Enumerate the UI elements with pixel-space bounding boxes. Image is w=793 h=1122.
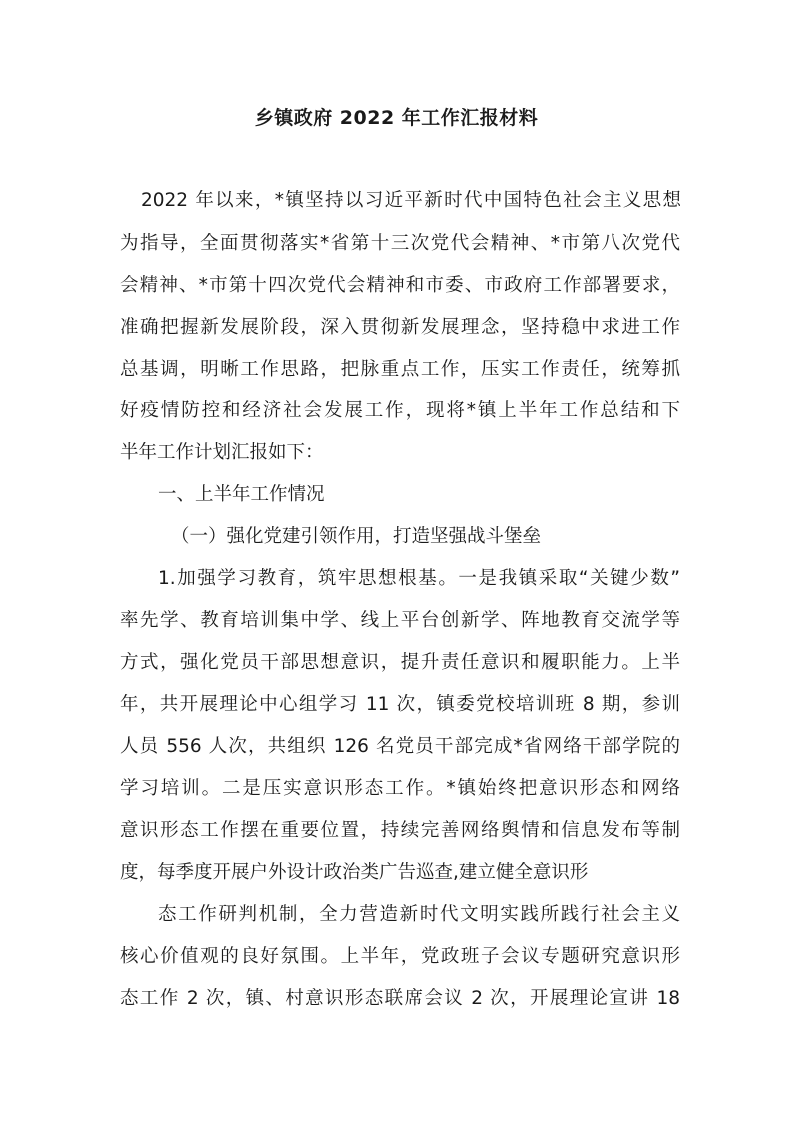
paragraph-line: 核心价值观的良好氛围。上半年，党政班子会议专题研究意识形	[120, 946, 680, 967]
paragraph-line: 学习培训。二是压实意识形态工作。*镇始终把意识形态和网络	[120, 778, 680, 799]
paragraph-line: 意识形态工作摆在重要位置，持续完善网络舆情和信息发布等制	[120, 820, 680, 841]
paragraph-line: 方式，强化党员干部思想意识，提升责任意识和履职能力。上半	[120, 652, 680, 673]
paragraph-line: 准确把握新发展阶段，深入贯彻新发展理念，坚持稳中求进工作	[120, 317, 680, 338]
paragraph-line: 会精神、*市第十四次党代会精神和市委、市政府工作部署要求，	[120, 275, 680, 296]
subsection-heading: （一）强化党建引领作用，打造坚强战斗堡垒	[171, 526, 542, 547]
paragraph-line: 1.加强学习教育，筑牢思想根基。一是我镇采取“关键少数”	[158, 568, 680, 589]
paragraph-line: 2022 年以来，*镇坚持以习近平新时代中国特色社会主义思想	[141, 190, 681, 211]
paragraph-line: 态工作 2 次，镇、村意识形态联席会议 2 次，开展理论宣讲 18	[120, 988, 680, 1009]
paragraph-line: 率先学、教育培训集中学、线上平台创新学、阵地教育交流学等	[120, 610, 680, 631]
section-heading: 一、上半年工作情况	[158, 484, 325, 505]
paragraph-line: 为指导，全面贯彻落实*省第十三次党代会精神、*市第八次党代	[120, 233, 680, 254]
document-title: 乡镇政府 2022 年工作汇报材料	[254, 107, 539, 129]
paragraph-line: 度，每季度开展户外设计政治类广告巡查,建立健全意识形	[120, 862, 589, 883]
paragraph-line: 好疫情防控和经济社会发展工作，现将*镇上半年工作总结和下	[120, 400, 680, 421]
paragraph-line: 人员 556 人次，共组织 126 名党员干部完成*省网络干部学院的	[120, 736, 680, 757]
paragraph-line: 年，共开展理论中心组学习 11 次，镇委党校培训班 8 期，参训	[120, 694, 680, 715]
paragraph-line: 半年工作计划汇报如下：	[120, 442, 324, 463]
paragraph-line: 总基调，明晰工作思路，把脉重点工作，压实工作责任，统筹抓	[120, 359, 680, 380]
paragraph-line: 态工作研判机制，全力营造新时代文明实践所践行社会主义	[158, 904, 680, 925]
